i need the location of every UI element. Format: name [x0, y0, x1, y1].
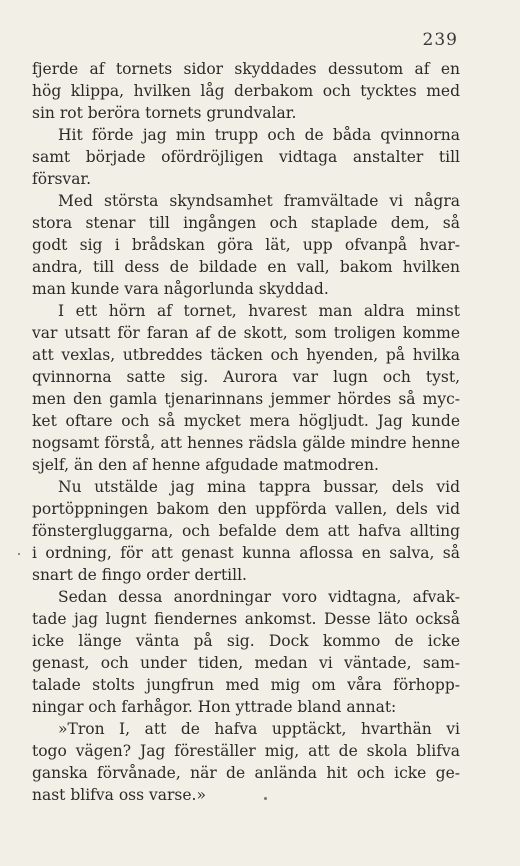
ink-speck	[18, 553, 20, 555]
text-line: sjelf, än den af henne afgudade matmodren.	[32, 456, 379, 474]
text-line: godt sig i brådskan göra lät, upp ofvanpå hvar-	[32, 236, 460, 254]
text-line: icke länge vänta på sig. Dock kommo de icke	[32, 632, 460, 650]
body-text	[32, 58, 460, 806]
text-line: nogsamt förstå, att hennes rädsla gälde mindre henne	[32, 434, 460, 452]
text-line: ganska förvånade, när de anlända hit och icke ge-	[32, 764, 460, 782]
text-line: togo vägen? Jag föreställer mig, att de skola blifva	[32, 742, 460, 760]
page-number: 239	[422, 30, 458, 50]
text-line: sin rot beröra tornets grundvalar.	[32, 104, 297, 122]
text-line: fjerde af tornets sidor skyddades dessutom af en	[32, 60, 460, 78]
text-line: snart de fingo order dertill.	[32, 566, 247, 584]
text-line: tade jag lugnt fiendernes ankomst. Desse läto också	[32, 610, 460, 628]
text-line: fönstergluggarna, och befalde dem att hafva allting	[32, 522, 460, 540]
text-line: ket oftare och så mycket mera högljudt. Jag kunde	[32, 412, 460, 430]
text-line: qvinnorna satte sig. Aurora var lugn och tyst,	[32, 368, 460, 386]
text-line: var utsatt för faran af de skott, som troligen komme	[32, 324, 460, 342]
text-line: Nu utstälde jag mina tappra bussar, dels vid	[58, 478, 460, 496]
text-line: I ett hörn af tornet, hvarest man aldra minst	[58, 302, 460, 320]
text-line: i ordning, för att genast kunna aflossa en salva, så	[32, 544, 460, 562]
text-line: stora stenar till ingången och staplade dem, så	[32, 214, 460, 232]
text-line: man kunde vara någorlunda skyddad.	[32, 280, 329, 298]
text-line: »Tron I, att de hafva upptäckt, hvarthän vi	[58, 720, 460, 738]
text-line: andra, till dess de bildade en vall, bakom hvilken	[32, 258, 460, 276]
text-line: Med största skyndsamhet framvältade vi några	[58, 192, 460, 210]
text-line: samt började ofördröjligen vidtaga anstalter till	[32, 148, 460, 166]
text-line: ningar och farhågor. Hon yttrade bland annat:	[32, 698, 397, 716]
text-line: Sedan dessa anordningar voro vidtagna, afvak-	[58, 588, 460, 606]
text-line: försvar.	[32, 170, 92, 188]
text-line: att vexlas, utbreddes täcken och hyenden, på hvilka	[32, 346, 460, 364]
text-line: hög klippa, hvilken låg derbakom och tycktes med	[32, 82, 460, 100]
ink-speck	[264, 797, 267, 800]
text-line: Hit förde jag min trupp och de båda qvinnorna	[58, 126, 460, 144]
text-line: men den gamla tjenarinnans jemmer hördes så myc-	[32, 390, 460, 408]
text-line: portöppningen bakom den uppförda vallen, dels vid	[32, 500, 460, 518]
text-line: genast, och under tiden, medan vi väntade, sam-	[32, 654, 460, 672]
text-line: nast blifva oss varse.»	[32, 786, 206, 804]
text-line: talade stolts jungfrun med mig om våra förhopp-	[32, 676, 460, 694]
